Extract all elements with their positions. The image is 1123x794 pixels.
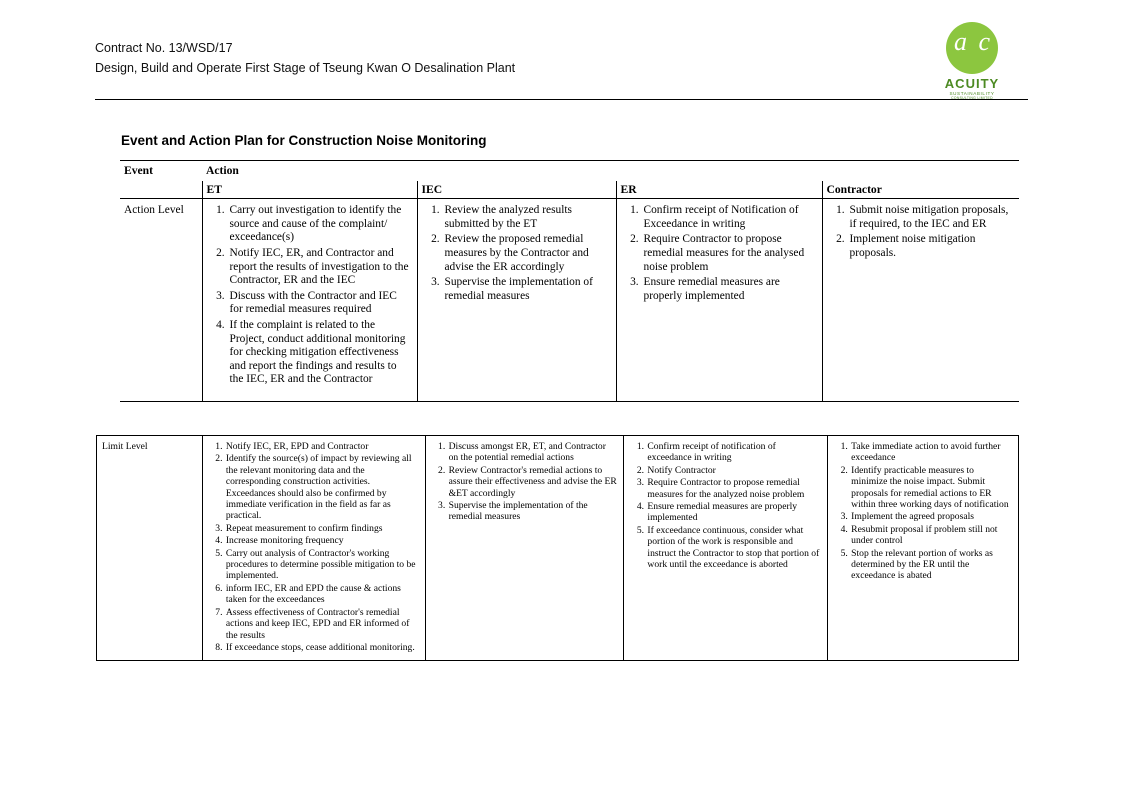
cell-action-level-iec xyxy=(417,199,616,402)
list-item: 6. inform IEC, ER and EPD the cause & actions taken for the exceedances xyxy=(225,583,419,606)
table-row xyxy=(120,199,1019,402)
header-col-er: ER xyxy=(616,181,822,199)
cell-limit-level-iec xyxy=(425,436,624,661)
header-event: Event xyxy=(120,161,202,181)
list-item: 2. Notify Contractor xyxy=(646,465,821,476)
list-limit-level-contractor xyxy=(834,441,1012,582)
list-item: 4. If the complaint is related to the Project, conduct additional monitoring for checking mitigation effectiveness and report the findings and results to the IEC, ER and the Contractor xyxy=(228,319,412,387)
header-divider xyxy=(95,99,1028,100)
list-item: 1. Confirm receipt of Notification of Exceedance in writing xyxy=(642,204,817,231)
header-action: Action xyxy=(202,161,1019,181)
list-item: 1. Submit noise mitigation proposals, if required, to the IEC and ER xyxy=(848,204,1015,231)
list-item: 2. Implement noise mitigation proposals. xyxy=(848,233,1015,260)
page-title: Event and Action Plan for Construction Noise Monitoring xyxy=(121,133,487,148)
list-limit-level-iec xyxy=(432,441,618,523)
list-item: 3. Supervise the implementation of the remedial measures xyxy=(448,500,618,523)
list-item: 1. Review the analyzed results submitted by the ET xyxy=(443,204,611,231)
cell-limit-level-et xyxy=(202,436,425,661)
cell-action-level-contractor xyxy=(822,199,1019,402)
list-item: 2. Review Contractor's remedial actions to assure their effectiveness and advise the ER &ET accordingly xyxy=(448,465,618,499)
list-limit-level-er xyxy=(630,441,821,570)
table-header-row-sub xyxy=(120,181,1019,199)
list-item: 8. If exceedance stops, cease additional monitoring. xyxy=(225,642,419,653)
logo-letter-a: a xyxy=(954,27,967,56)
list-action-level-er xyxy=(621,204,817,303)
logo-circle-icon xyxy=(946,22,998,74)
header-event-blank xyxy=(120,181,202,199)
logo-company-name: ACUITY xyxy=(944,76,1000,91)
logo-subtitle-2: CONSULTING LIMITED xyxy=(951,96,993,100)
header-col-et: ET xyxy=(202,181,417,199)
list-item: 3. Require Contractor to propose remedial measures for the analyzed noise problem xyxy=(646,477,821,500)
list-item: 4. Increase monitoring frequency xyxy=(225,535,419,546)
list-item: 3. Discuss with the Contractor and IEC for remedial measures required xyxy=(228,290,412,317)
list-item: 1. Confirm receipt of notification of exceedance in writing xyxy=(646,441,821,464)
contract-number: Contract No. 13/WSD/17 xyxy=(95,41,233,55)
logo-subtitle-1: SUSTAINABILITY xyxy=(949,91,995,96)
list-item: 1. Notify IEC, ER, EPD and Contractor xyxy=(225,441,419,452)
header-col-contractor: Contractor xyxy=(822,181,1019,199)
table-row xyxy=(97,436,1019,661)
list-item: 1. Carry out investigation to identify the source and cause of the complaint/ exceedance(s) xyxy=(228,204,412,245)
cell-action-level-er xyxy=(616,199,822,402)
list-item: 2. Require Contractor to propose remedial measures for the analysed noise problem xyxy=(642,233,817,274)
list-item: 4. Resubmit proposal if problem still not under control xyxy=(850,524,1012,547)
list-action-level-contractor xyxy=(827,204,1015,260)
list-limit-level-et xyxy=(209,441,419,653)
row-label-limit-level: Limit Level xyxy=(97,436,203,661)
limit-level-table xyxy=(96,435,1019,661)
list-item: 2. Identify practicable measures to minimize the noise impact. Submit proposals for remedial actions to ER within three working days of notification xyxy=(850,465,1012,511)
cell-action-level-et xyxy=(202,199,417,402)
action-level-table xyxy=(120,160,1019,402)
table-header-row-top xyxy=(120,161,1019,181)
cell-limit-level-er xyxy=(624,436,828,661)
list-item: 2. Review the proposed remedial measures by the Contractor and advise the ER accordingly xyxy=(443,233,611,274)
list-action-level-et xyxy=(207,204,412,387)
table-bottom-rule xyxy=(120,401,1019,402)
list-item: 5. If exceedance continuous, consider what portion of the work is responsible and instruct the Contractor to stop that portion of work until the exceedance is aborted xyxy=(646,525,821,571)
project-title: Design, Build and Operate First Stage of Tseung Kwan O Desalination Plant xyxy=(95,61,516,75)
list-item: 5. Stop the relevant portion of works as determined by the ER until the exceedance is abated xyxy=(850,548,1012,582)
row-label-action-level: Action Level xyxy=(124,204,184,217)
list-item: 2. Notify IEC, ER, and Contractor and report the results of investigation to the Contractor, ER and the IEC xyxy=(228,247,412,288)
cell-limit-level-contractor xyxy=(828,436,1019,661)
document-header xyxy=(95,38,1028,78)
list-item: 5. Carry out analysis of Contractor's working procedures to determine possible mitigation to be implemented. xyxy=(225,548,419,582)
list-action-level-iec xyxy=(422,204,611,303)
list-item: 1. Take immediate action to avoid further exceedance xyxy=(850,441,1012,464)
logo-letter-c: c xyxy=(978,27,990,56)
list-item: 3. Repeat measurement to confirm findings xyxy=(225,523,419,534)
list-item: 2. Identify the source(s) of impact by reviewing all the relevant monitoring data and the corresponding construction activities. Exceedances should also be confirmed by immediate verification in the field as far as practical. xyxy=(225,453,419,521)
acuity-logo xyxy=(936,22,1008,100)
header-col-iec: IEC xyxy=(417,181,616,199)
list-item: 4. Ensure remedial measures are properly implemented xyxy=(646,501,821,524)
list-item: 1. Discuss amongst ER, ET, and Contractor on the potential remedial actions xyxy=(448,441,618,464)
list-item: 7. Assess effectiveness of Contractor's remedial actions and keep IEC, EPD and ER informed of the results xyxy=(225,607,419,641)
list-item: 3. Ensure remedial measures are properly implemented xyxy=(642,276,817,303)
list-item: 3. Supervise the implementation of remedial measures xyxy=(443,276,611,303)
list-item: 3. Implement the agreed proposals xyxy=(850,511,1012,522)
